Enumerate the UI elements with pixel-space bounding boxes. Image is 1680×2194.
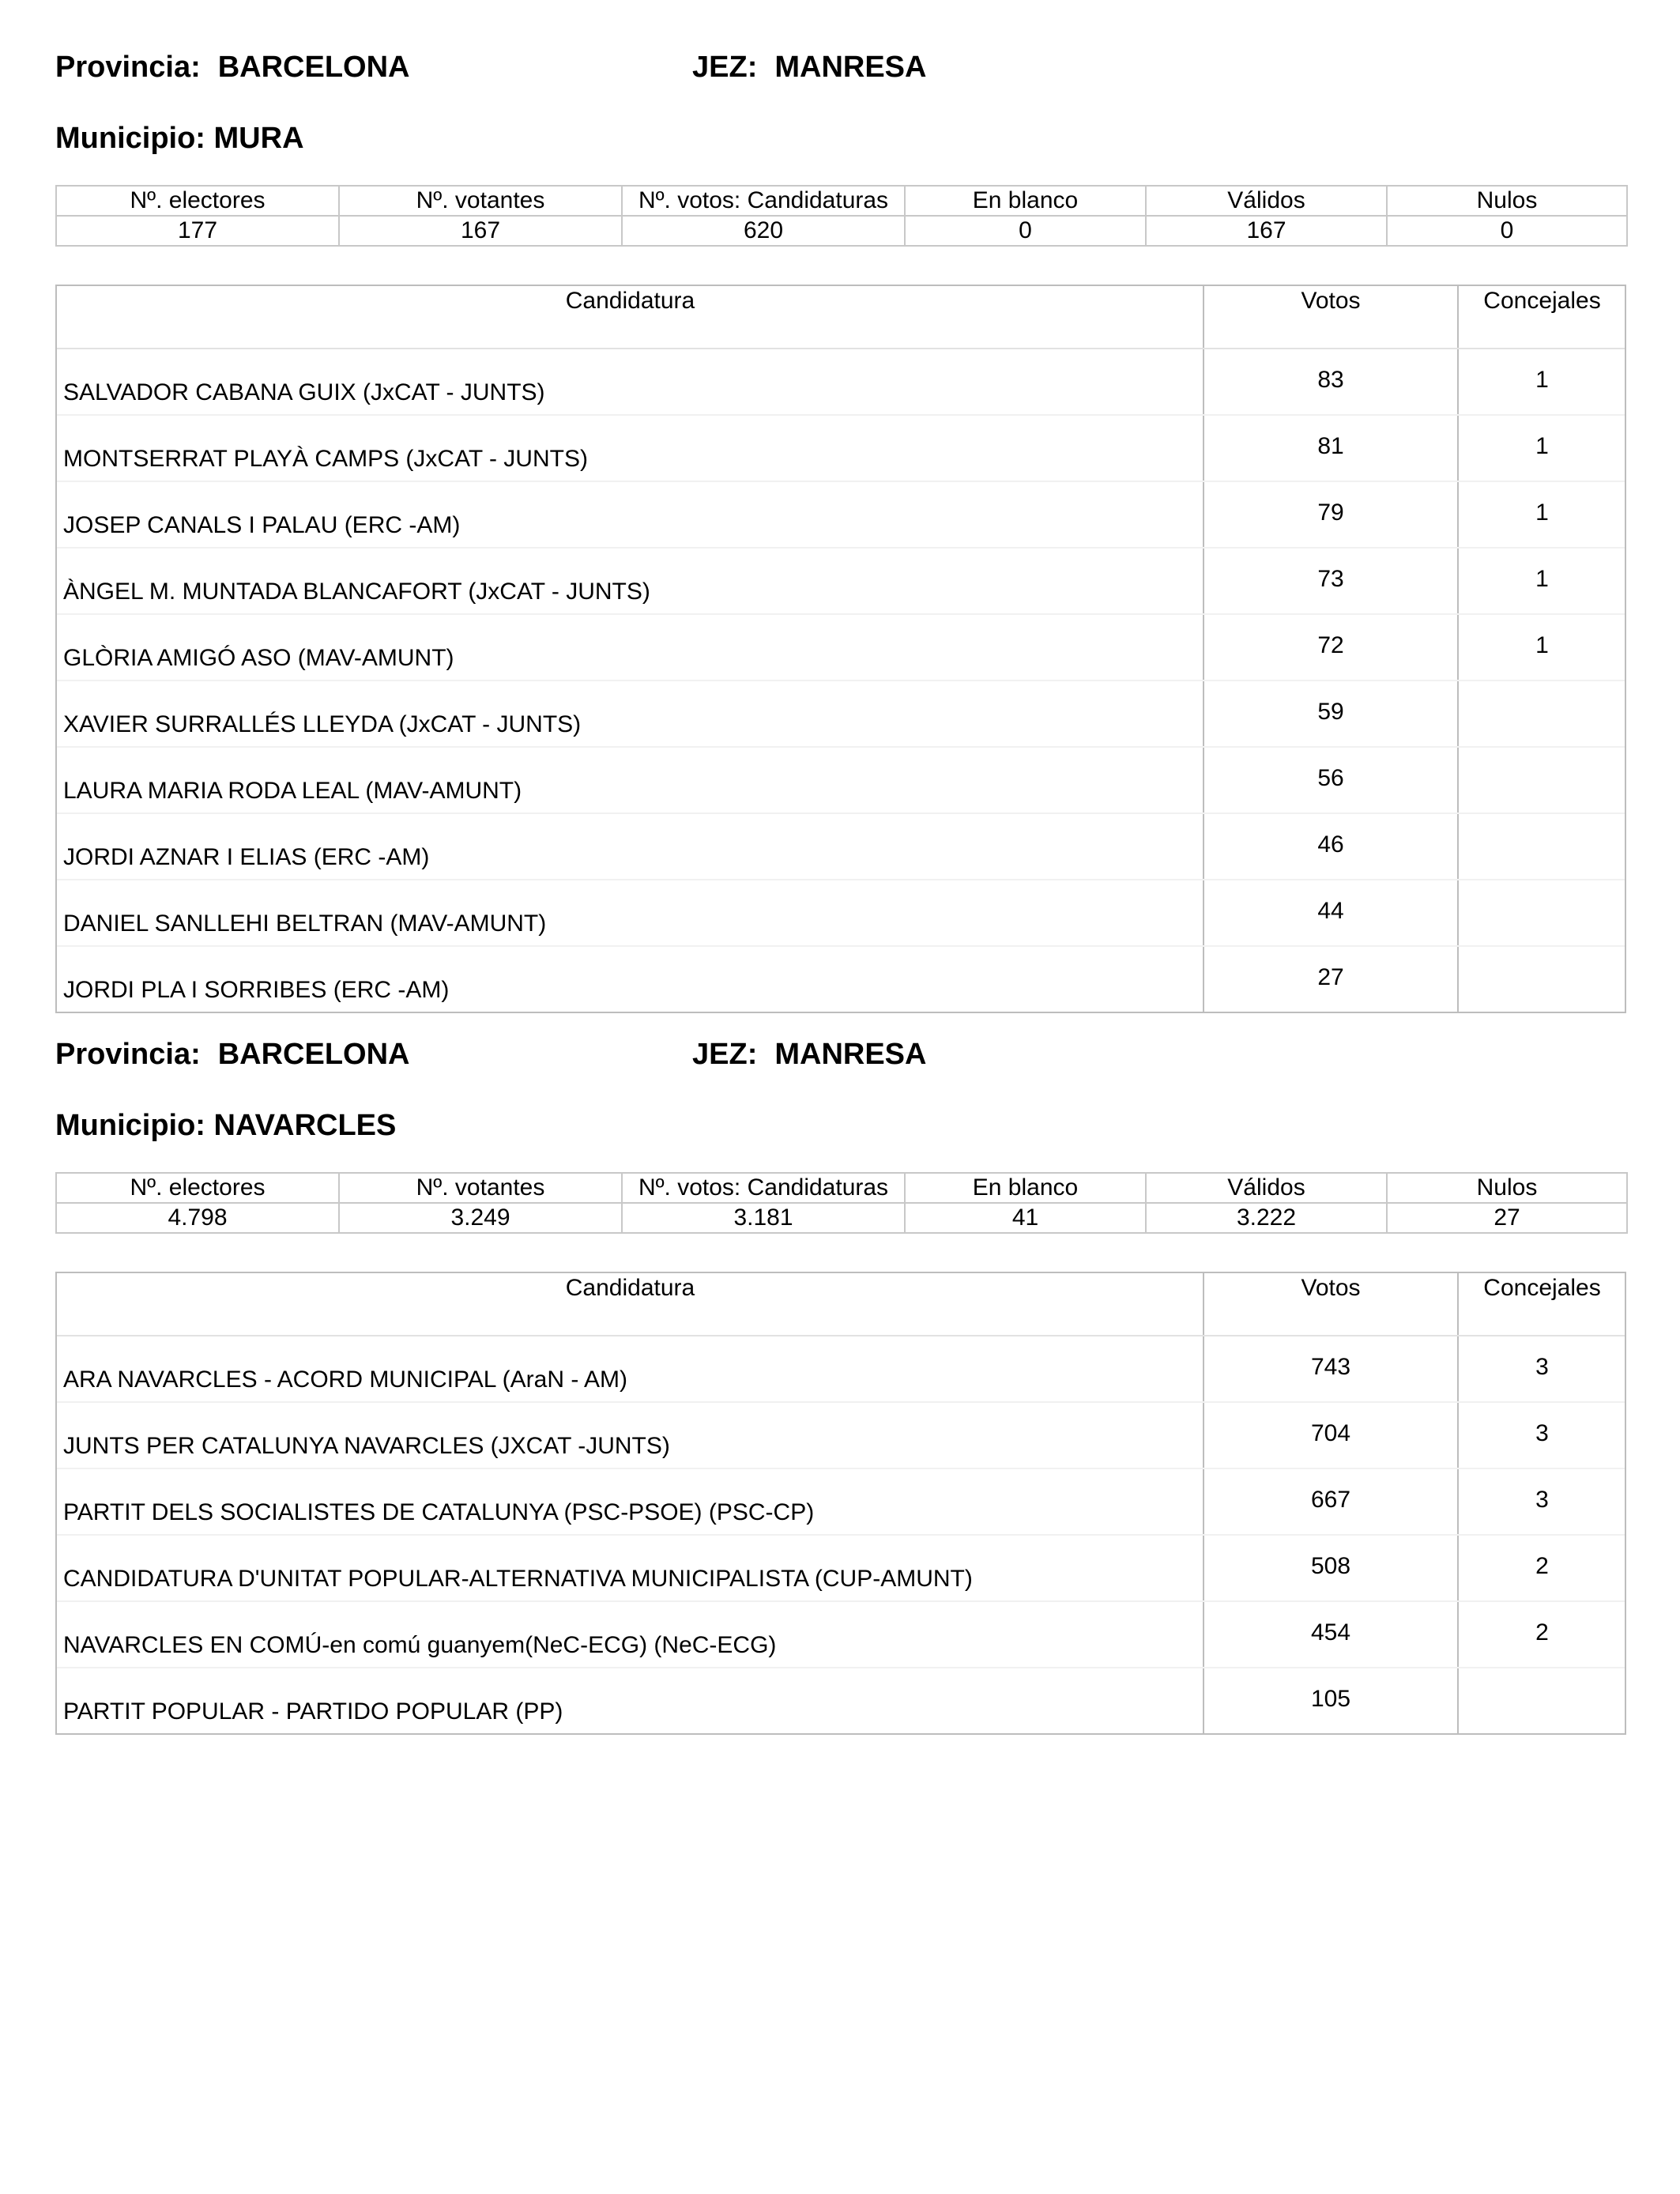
header-candidatura: Candidatura — [565, 288, 695, 314]
candidate-votes: 81 — [1317, 433, 1344, 459]
municipio-value: MURA — [213, 122, 304, 155]
candidate-name: JOSEP CANALS I PALAU (ERC -AM) — [63, 512, 461, 538]
candidate-votes: 46 — [1317, 831, 1344, 858]
candidate-councillors: 1 — [1535, 632, 1549, 658]
summary-value-electores: 4.798 — [56, 1203, 339, 1233]
municipio-label: Municipio: — [55, 1109, 205, 1142]
summary-header-votos-candidaturas: Nº. votos: Candidaturas — [622, 1173, 905, 1203]
summary-table — [55, 185, 1628, 247]
header-concejales: Concejales — [1483, 288, 1601, 314]
candidates-table — [55, 285, 1626, 1013]
table-row — [57, 681, 1625, 748]
candidate-votes: 105 — [1310, 1686, 1351, 1712]
jez-line — [692, 51, 926, 85]
provincia-label: Provincia: — [55, 51, 201, 84]
summary-header-en-blanco: En blanco — [905, 186, 1146, 216]
candidate-votes: 454 — [1310, 1619, 1351, 1646]
table-row — [57, 1403, 1625, 1469]
candidate-votes: 743 — [1310, 1354, 1351, 1380]
candidate-votes: 79 — [1317, 499, 1344, 526]
candidate-name: GLÒRIA AMIGÓ ASO (MAV-AMUNT) — [63, 645, 454, 671]
table-row — [57, 349, 1625, 416]
summary-value-en-blanco: 0 — [905, 216, 1146, 246]
provincia-label: Provincia: — [55, 1038, 201, 1071]
header-candidatura: Candidatura — [565, 1275, 695, 1301]
summary-value-nulos: 0 — [1387, 216, 1627, 246]
table-row — [57, 548, 1625, 615]
summary-header-nulos: Nulos — [1387, 186, 1627, 216]
summary-table — [55, 1172, 1628, 1234]
provincia-line — [55, 51, 410, 85]
summary-value-en-blanco: 41 — [905, 1203, 1146, 1233]
summary-header-row — [56, 1173, 1627, 1203]
candidate-councillors: 3 — [1535, 1487, 1549, 1513]
summary-header-votantes: Nº. votantes — [339, 1173, 622, 1203]
table-row — [57, 1602, 1625, 1668]
candidate-name: LAURA MARIA RODA LEAL (MAV-AMUNT) — [63, 778, 522, 804]
summary-value-row — [56, 216, 1627, 246]
table-row — [57, 1469, 1625, 1536]
jez-line — [692, 1038, 926, 1072]
header-votos: Votos — [1301, 1275, 1361, 1301]
candidate-name: SALVADOR CABANA GUIX (JxCAT - JUNTS) — [63, 379, 545, 405]
summary-value-validos: 3.222 — [1146, 1203, 1387, 1233]
candidate-name: XAVIER SURRALLÉS LLEYDA (JxCAT - JUNTS) — [63, 711, 582, 737]
candidates-table — [55, 1272, 1626, 1735]
summary-value-nulos: 27 — [1387, 1203, 1627, 1233]
candidate-councillors: 2 — [1535, 1619, 1549, 1646]
municipio-line — [55, 1109, 396, 1143]
candidate-councillors: 1 — [1535, 566, 1549, 592]
candidate-name: JORDI AZNAR I ELIAS (ERC -AM) — [63, 844, 430, 870]
candidate-name: ÀNGEL M. MUNTADA BLANCAFORT (JxCAT - JUNTS) — [63, 579, 650, 605]
summary-header-electores: Nº. electores — [56, 1173, 339, 1203]
table-row — [57, 416, 1625, 482]
municipio-label: Municipio: — [55, 122, 205, 155]
jez-label: JEZ: — [692, 1038, 758, 1071]
candidate-name: NAVARCLES EN COMÚ-en comú guanyem(NeC-ECG) (NeC-ECG) — [63, 1632, 777, 1658]
provincia-value: BARCELONA — [217, 51, 410, 84]
table-row — [57, 880, 1625, 947]
summary-value-votos-candidaturas: 620 — [622, 216, 905, 246]
summary-header-row — [56, 186, 1627, 216]
header-concejales: Concejales — [1483, 1275, 1601, 1301]
table-row — [57, 748, 1625, 814]
jez-label: JEZ: — [692, 51, 758, 84]
candidates-header — [57, 286, 1625, 349]
summary-value-electores: 177 — [56, 216, 339, 246]
candidate-votes: 704 — [1310, 1420, 1351, 1446]
candidate-name: JUNTS PER CATALUNYA NAVARCLES (JXCAT -JUNTS) — [63, 1433, 670, 1459]
candidate-councillors: 3 — [1535, 1420, 1549, 1446]
summary-header-electores: Nº. electores — [56, 186, 339, 216]
table-row — [57, 814, 1625, 880]
candidate-votes: 667 — [1310, 1487, 1351, 1513]
municipio-line — [55, 122, 304, 156]
summary-header-nulos: Nulos — [1387, 1173, 1627, 1203]
candidate-name: CANDIDATURA D'UNITAT POPULAR-ALTERNATIVA MUNICIPALISTA (CUP-AMUNT) — [63, 1566, 973, 1592]
provincia-line — [55, 1038, 410, 1072]
summary-value-votantes: 167 — [339, 216, 622, 246]
candidate-councillors: 1 — [1535, 499, 1549, 526]
jez-value: MANRESA — [774, 51, 927, 84]
summary-header-validos: Válidos — [1146, 186, 1387, 216]
provincia-value: BARCELONA — [217, 1038, 410, 1071]
table-row — [57, 1668, 1625, 1733]
summary-value-votantes: 3.249 — [339, 1203, 622, 1233]
candidate-votes: 73 — [1317, 566, 1344, 592]
table-row — [57, 615, 1625, 681]
candidate-name: MONTSERRAT PLAYÀ CAMPS (JxCAT - JUNTS) — [63, 446, 588, 472]
candidate-name: ARA NAVARCLES - ACORD MUNICIPAL (AraN - AM) — [63, 1367, 628, 1393]
table-row — [57, 482, 1625, 548]
candidate-votes: 508 — [1310, 1553, 1351, 1579]
summary-header-en-blanco: En blanco — [905, 1173, 1146, 1203]
summary-value-validos: 167 — [1146, 216, 1387, 246]
candidate-votes: 83 — [1317, 367, 1344, 393]
candidate-councillors: 2 — [1535, 1553, 1549, 1579]
candidate-votes: 27 — [1317, 964, 1344, 990]
candidate-councillors: 1 — [1535, 433, 1549, 459]
header-votos: Votos — [1301, 288, 1361, 314]
candidate-councillors: 1 — [1535, 367, 1549, 393]
table-row — [57, 1336, 1625, 1403]
table-row — [57, 947, 1625, 1012]
candidate-votes: 59 — [1317, 699, 1344, 725]
summary-value-votos-candidaturas: 3.181 — [622, 1203, 905, 1233]
candidate-votes: 72 — [1317, 632, 1344, 658]
municipio-value: NAVARCLES — [213, 1109, 397, 1142]
candidate-name: JORDI PLA I SORRIBES (ERC -AM) — [63, 977, 450, 1003]
candidate-name: PARTIT DELS SOCIALISTES DE CATALUNYA (PSC-PSOE) (PSC-CP) — [63, 1499, 815, 1525]
summary-header-votantes: Nº. votantes — [339, 186, 622, 216]
candidate-name: DANIEL SANLLEHI BELTRAN (MAV-AMUNT) — [63, 910, 547, 937]
candidates-header — [57, 1273, 1625, 1336]
summary-header-votos-candidaturas: Nº. votos: Candidaturas — [622, 186, 905, 216]
candidate-votes: 56 — [1317, 765, 1344, 791]
summary-header-validos: Válidos — [1146, 1173, 1387, 1203]
table-row — [57, 1536, 1625, 1602]
candidate-votes: 44 — [1317, 898, 1344, 924]
summary-value-row — [56, 1203, 1627, 1233]
candidate-councillors: 3 — [1535, 1354, 1549, 1380]
jez-value: MANRESA — [774, 1038, 927, 1071]
candidate-name: PARTIT POPULAR - PARTIDO POPULAR (PP) — [63, 1698, 563, 1725]
